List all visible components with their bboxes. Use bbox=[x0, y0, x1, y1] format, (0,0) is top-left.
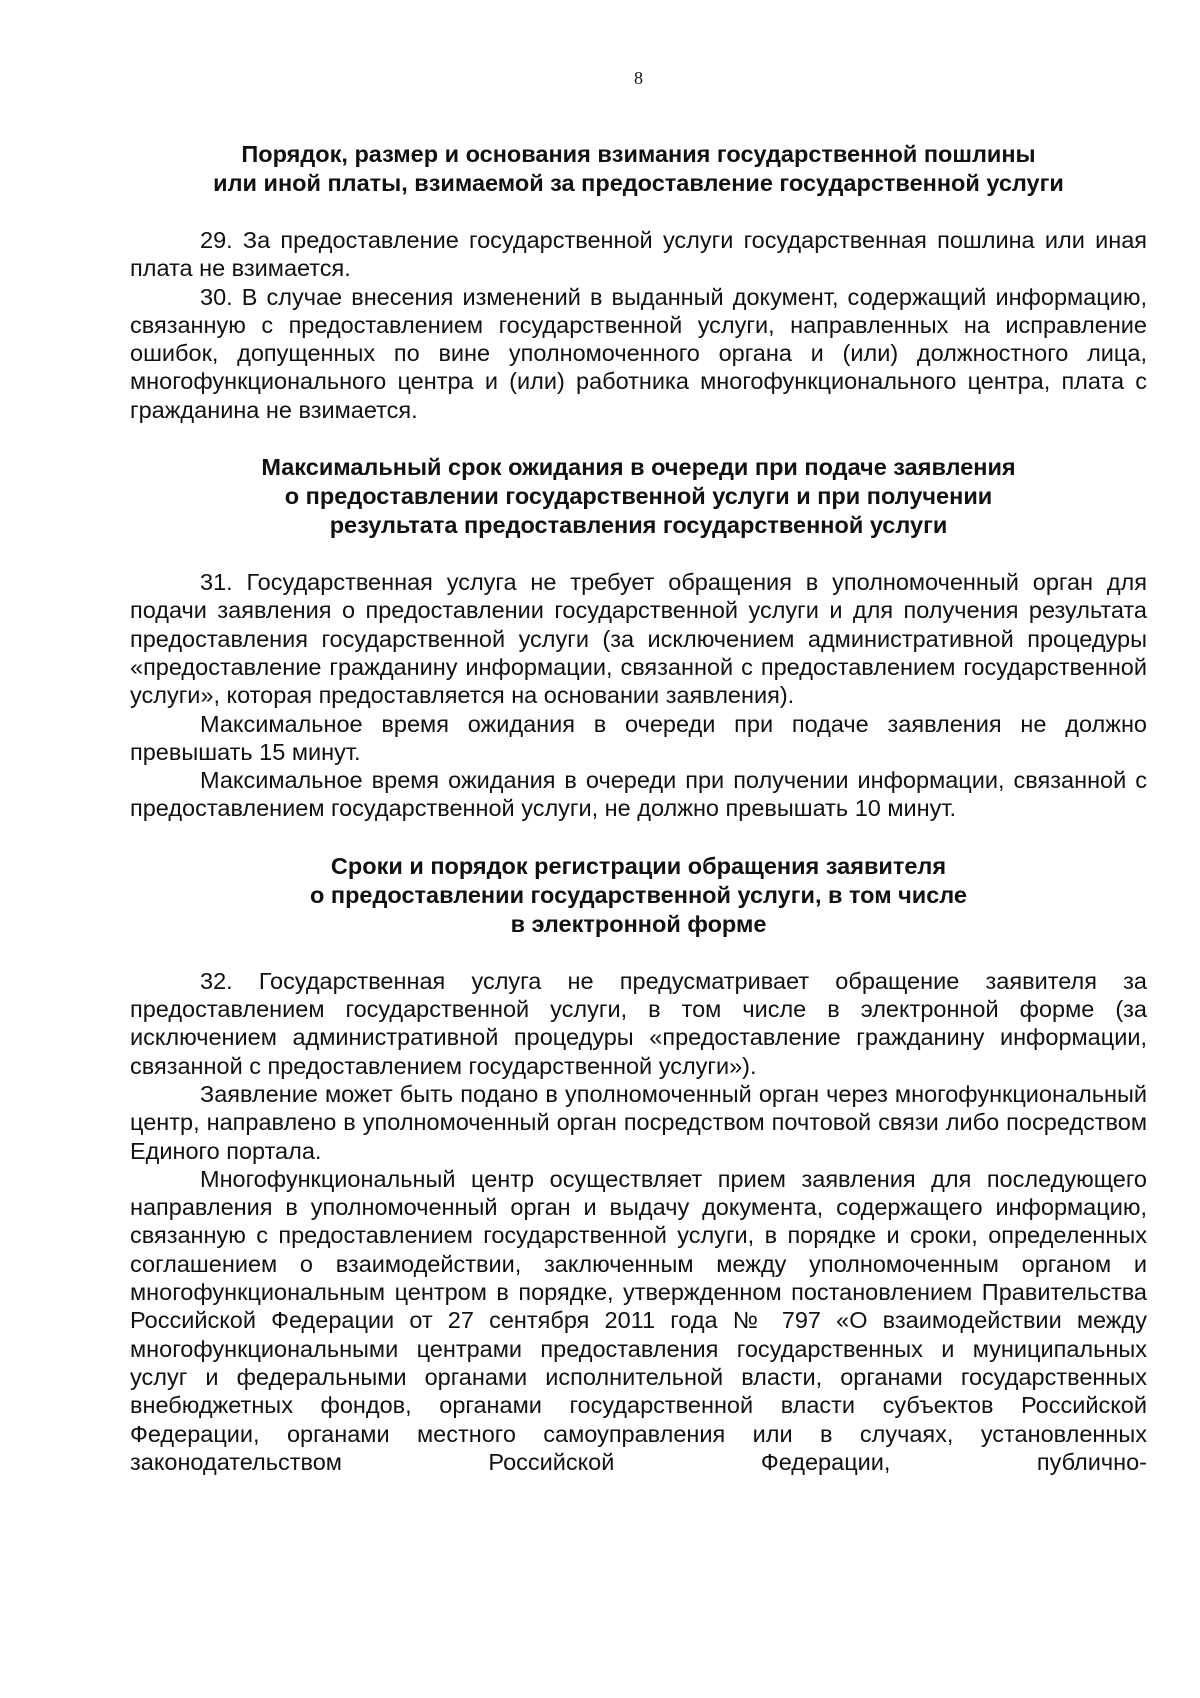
heading-line: о предоставлении государственной услуги, в том числе bbox=[310, 881, 967, 908]
paragraph-mfc: Многофункциональный центр осуществляет прием заявления для последующего направления в уполномоченный орган и выдачу документа, содержащего информацию, связанную с предоставлением государственной услуги, в порядке и сроки, определенных соглашением о взаимодействии, заключенным между уполномоченным органом и многофункциональным центром в порядке, утвержденном постановлением Правительства Российской Федерации от 27 сентября 2011 года № 797 «О взаимодействии между многофункциональными центрами предоставления государственных и муниципальных услуг и федеральными органами исполнительной власти, органами государственных внебюджетных фондов, органами государственной власти субъектов Российской Федерации, органами местного самоуправления или в случаях, установленных законодательством Российской Федерации, публично- bbox=[130, 1165, 1147, 1475]
section-heading-fee bbox=[130, 140, 1147, 198]
heading-line: Порядок, размер и основания взимания государственной пошлины bbox=[241, 141, 1036, 167]
heading-line: результата предоставления государственной услуги bbox=[329, 512, 948, 539]
paragraph-waiting-submission: Максимальное время ожидания в очереди при подаче заявления не должно превышать 15 минут. bbox=[130, 710, 1147, 765]
heading-line: или иной платы, взимаемой за предоставление государственной услуги bbox=[213, 170, 1064, 196]
paragraph-32: 32. Государственная услуга не предусматривает обращение заявителя за предоставлением государственной услуги, в том числе в электронной форме (за исключением административной процедуры «предоставление гражданину информации, связанной с предоставлением государственной услуги»). bbox=[130, 967, 1147, 1079]
heading-line: Максимальный срок ожидания в очереди при подаче заявления bbox=[261, 454, 1016, 481]
section-heading-registration bbox=[130, 852, 1147, 939]
heading-line: Сроки и порядок регистрации обращения заявителя bbox=[330, 852, 947, 879]
section-heading-waiting-time bbox=[130, 453, 1147, 540]
page-number: 8 bbox=[634, 68, 643, 88]
paragraph-31: 31. Государственная услуга не требует обращения в уполномоченный орган для подачи заявления о предоставлении государственной услуги и для получения результата предоставления государственной услуги (за исключением административной процедуры «предоставление гражданину информации, связанной с предоставлением государственной услуги», которая предоставляется на основании заявления). bbox=[130, 569, 1147, 709]
paragraph-30: 30. В случае внесения изменений в выданный документ, содержащий информацию, связанную с предоставлением государственной услуги, направленных на исправление ошибок, допущенных по вине уполномоченного органа и (или) должностного лица, многофункционального центра и (или) работника многофункционального центра, плата с гражданина не взимается. bbox=[130, 283, 1147, 423]
heading-line: в электронной форме bbox=[510, 910, 767, 937]
paragraph-29: 29. За предоставление государственной услуги государственная пошлина или иная плата не взимается. bbox=[130, 227, 1147, 282]
paragraph-application-channels: Заявление может быть подано в уполномоченный орган через многофункциональный центр, направлено в уполномоченный орган посредством почтовой связи либо посредством Единого портала. bbox=[130, 1080, 1147, 1164]
paragraph-waiting-receipt: Максимальное время ожидания в очереди при получении информации, связанной с предоставлением государственной услуги, не должно превышать 10 минут. bbox=[130, 767, 1147, 822]
heading-line: о предоставлении государственной услуги и при получении bbox=[284, 483, 993, 510]
